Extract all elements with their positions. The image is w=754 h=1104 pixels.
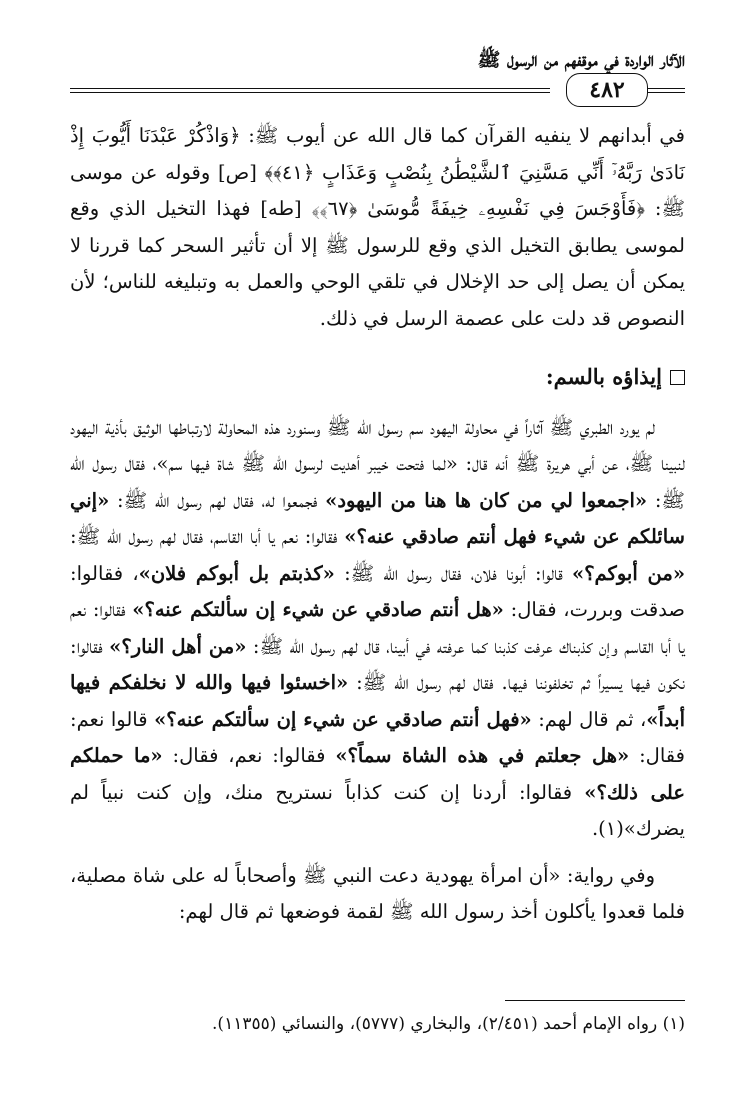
section-heading [70,359,685,396]
paragraph-intro: في أبدانهم لا ينفيه القرآن كما قال الله عن أيوب ﷺ: ﴿وَاذْكُرْ عَبْدَنَا أَيُّوبَ إِذْ نَادَىٰ رَبَّهُۥٓ أَنِّي مَسَّنِيَ ٱلشَّيْطَٰنُ بِنُصْبٍ وَعَذَابٍ ﴿٤١﴾﴾ [ص] وقوله عن موسى ﷺ: ﴿فَأَوْجَسَ فِي نَفْسِهِۦ خِيفَةً مُّوسَىٰ ﴿٦٧﴾﴾ [طه] فهذا التخيل الذي وقع لموسى يطابق التخيل الذي وقع للرسول ﷺ إلا أن تأثير السحر كما قررنا لا يمكن أن يصل إلى حد الإخلال في تلقي الوحي والعمل به وتبليغه للناس؛ لأن النصوص قد دلت على عصمة الرسل في ذلك. [70,124,686,330]
square-bullet-icon [670,370,685,385]
quote-run: «من أهل النار؟» [109,634,247,658]
quote-run: «اجمعوا لي من كان ها هنا من اليهود» [325,488,648,512]
header-rule [70,92,550,93]
main-text [70,118,685,931]
text-run: قالوا نعم: فقال: [70,707,685,767]
text-run: فقالوا: أردنا إن كنت كذاباً نستريح منك، وإن كنت نبياً لم يضرك»(١). [70,780,685,840]
quote-run: «كذبتم بل أبوكم فلان» [138,561,335,585]
paragraph-riwaya: وفي رواية: «أن امرأة يهودية دعت النبي ﷺ وأصحاباً له على شاة مصلية، فلما قعدوا يأكلون أخذ رسول الله ﷺ لقمة فوضعها ثم قال لهم: [70,863,685,923]
footnote-divider [505,1000,685,1001]
text-run: ، ثم قال لهم: [531,707,647,731]
header-rule [645,88,685,89]
text-run: فقالوا: نعم، فقال: [162,744,336,767]
section-heading-text: إيذاؤه بالسم: [545,364,662,389]
text-run: ، فقالوا: صدقت وبررت، فقال: [70,561,685,621]
page-header [70,48,685,118]
text-run: فقالوا: نعم يا أبا القاسم وإن كذبناك عرفت كذبنا كما عرفته في أبينا، قال لهم رسول الله ﷺ: [70,598,685,658]
header-rule [645,92,685,93]
quote-run: «اخسئوا فيها والله لا نخلفكم فيها أبداً» [70,671,685,731]
quote-run: «إني سائلكم عن شيء فهل أنتم صادقي عنه؟» [70,488,685,548]
quote-run: «فهل أنتم صادقي عن شيء إن سألتكم عنه؟» [154,707,532,731]
quote-run: «ما حملكم على ذلك؟» [70,744,685,804]
quote-run: «من أبوكم؟» [572,561,686,585]
quote-run: «هل أنتم صادقي عن شيء إن سألتكم عنه؟» [132,598,504,621]
text-run: فجمعوا له، فقال لهم رسول الله ﷺ: [109,488,326,512]
text-run: فقالوا: نكون فيها يسيراً ثم تخلفوننا فيها. فقال لهم رسول الله ﷺ: [70,634,685,694]
paragraph-hadith [70,410,685,848]
header-rule [70,88,550,89]
text-run: لم يورد الطبري ﷺ آثاراً في محاولة اليهود سم رسول الله ﷺ وسنورد هذه المحاولة لارتباطها الوثيق بأذية اليهود لنبينا ﷺ، عن أبي هريرة ﷺ أنه قال: «لما فتحت خيبر أهديت لرسول الله ﷺ شاة فيها سم»، فقال رسول الله ﷺ: [70,415,685,512]
text-run: قالوا: أبونا فلان، فقال رسول الله ﷺ: [334,561,573,585]
footnote: (١) رواه الإمام أحمد (٢/٤٥١)، والبخاري (٥٧٧٧)، والنسائي (١١٣٥٥). [212,1014,685,1034]
quote-run: «هل جعلتم في هذه الشاة سماً؟» [335,744,630,767]
page-number: ٤٨٢ [566,73,648,107]
running-title: الآثار الواردة في موقفهم من الرسول ﷺ [477,49,685,71]
text-run: فقالوا: نعم يا أبا القاسم، فقال لهم رسول الله ﷺ: [70,525,345,548]
